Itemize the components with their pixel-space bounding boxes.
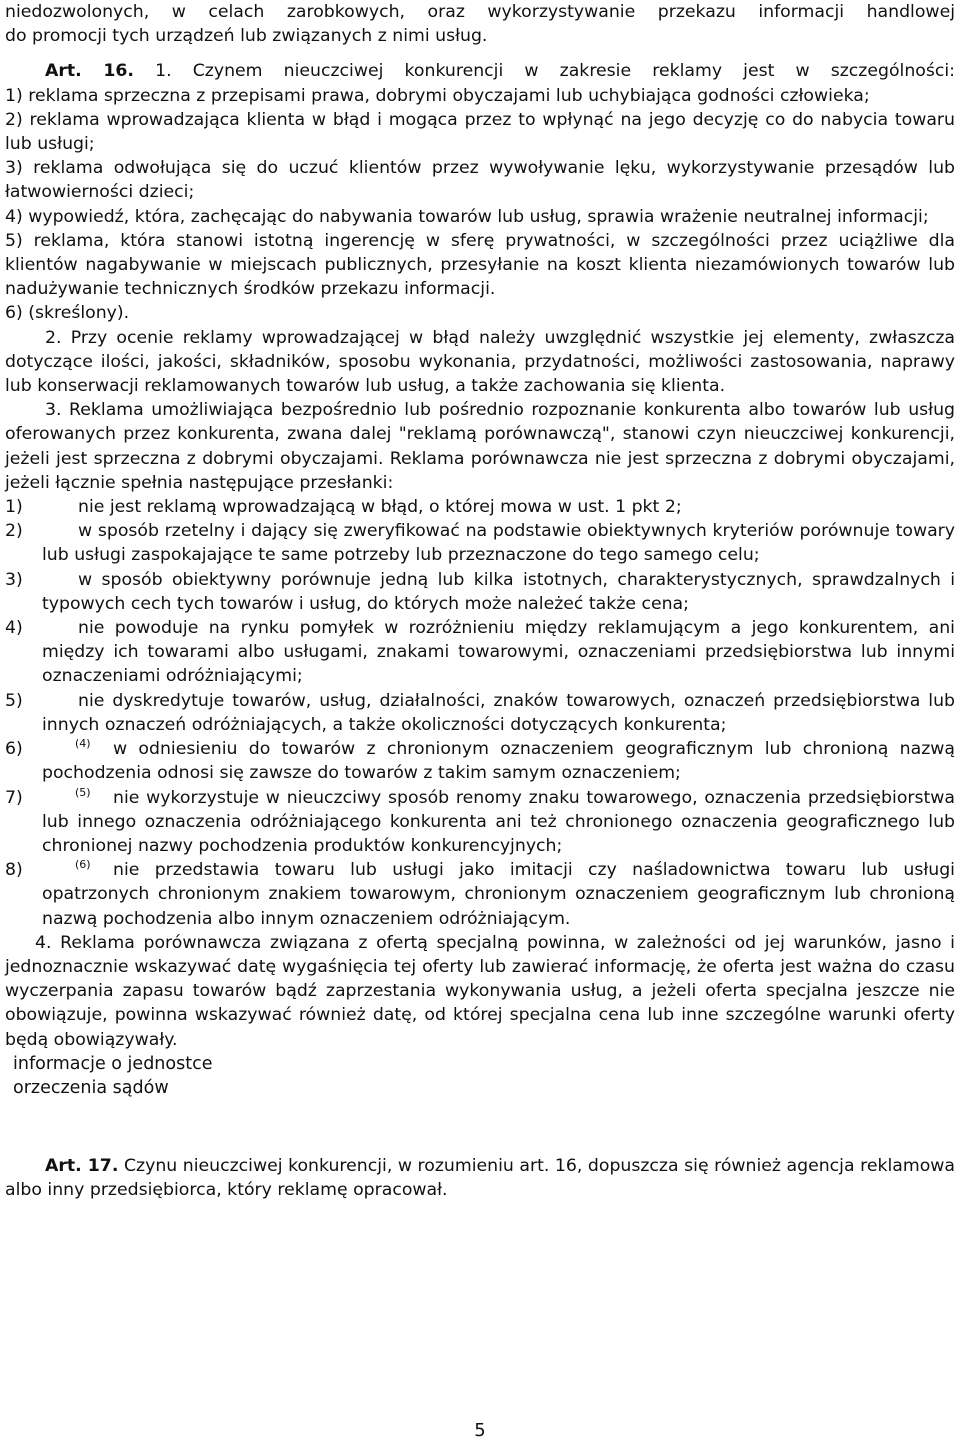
item-text: nie wykorzystuje w nieuczciwy sposób renomy znaku towarowego, oznaczenia przedsiębiorstwa lub innego oznaczenia odróżniającego konkurenta ani też chronionego oznaczenia geograficznego lub chronionej nazwy pochodzenia produktów konkurencyjnych; bbox=[42, 787, 955, 856]
list-item: 5) reklama, która stanowi istotną ingerencję w sferę prywatności, w szczególności przez uciążliwe dla klientów nagabywanie w miejscach publicznych, przesyłanie na koszt klienta niezamówionych towarów lub nadużywanie technicznych środków przekazu informacji. bbox=[5, 230, 955, 300]
list-item: 6) (skreślony). bbox=[5, 303, 130, 324]
item-number: 7) bbox=[5, 787, 23, 808]
art16-list-3 bbox=[5, 495, 955, 931]
item-text: nie dyskredytuje towarów, usług, działalności, znaków towarowych, oznaczeń przedsiębiorstwa lub innych oznaczeń odróżniających, a także okoliczności dotyczących konkurenta; bbox=[42, 690, 955, 735]
item-number: 4) bbox=[5, 618, 23, 639]
art16-paragraph-3: 3. Reklama umożliwiająca bezpośrednio lub pośrednio rozpoznanie konkurenta albo towarów lub usług oferowanych przez konkurenta, zwana dalej "reklamą porównawczą", stanowi czyn nieuczciwej konkurencji, jeżeli jest sprzeczna z dobrymi obyczajami. Reklama porównawcza nie jest sprzeczna z dobrymi obyczajami, jeżeli łącznie spełnia następujące przesłanki: bbox=[5, 400, 955, 493]
art16-p1-text: Czynem nieuczciwej konkurencji w zakresie reklamy jest w szczególności: bbox=[192, 61, 956, 82]
list-item bbox=[5, 495, 955, 519]
list-item bbox=[5, 568, 955, 616]
item-number: 3) bbox=[5, 569, 23, 590]
list-item: 7) (5) nie wykorzystuje w nieuczciwy sposób renomy znaku towarowego, oznaczenia przedsiębiorstwa lub innego oznaczenia odróżniającego konkurenta ani też chronionego oznaczenia geograficznego lub chronionej nazwy pochodzenia produktów konkurencyjnych; bbox=[5, 785, 955, 856]
spacer bbox=[5, 1100, 955, 1154]
spacer bbox=[5, 48, 955, 59]
list-item bbox=[5, 616, 955, 689]
list-item: 2) reklama wprowadzająca klienta w błąd i mogąca przez to wpłynąć na jego decyzję co do nabycia towaru lub usługi; bbox=[5, 109, 955, 155]
link-court-rulings[interactable]: orzeczenia sądów bbox=[13, 1077, 169, 1098]
art16-list-1 bbox=[5, 84, 955, 326]
list-item bbox=[5, 689, 955, 737]
art17-heading: Art. 17. bbox=[45, 1156, 119, 1177]
document-page bbox=[5, 0, 955, 1203]
link-info-about-unit[interactable]: informacje o jednostce bbox=[13, 1053, 213, 1074]
art16-paragraph-2: 2. Przy ocenie reklamy wprowadzającej w błąd należy uwzględnić wszystkie jej elementy, zwłaszcza dotyczące ilości, jakości, składników, sposobu wykonania, przydatności, możliwości zastosowania, naprawy lub konserwacji reklamowanych towarów lub usług, a także zachowania się klienta. bbox=[5, 327, 955, 397]
art16-paragraph-4: 4. Reklama porównawcza związana z ofertą specjalną powinna, w zależności od jej warunków, jasno i jednoznacznie wskazywać datę wygaśnięcia tej oferty lub zawierać informację, że oferta jest ważna do czasu wyczerpania zapasu towarów bądź zaprzestania wykonywania usług, a jeżeli oferta specjalna jeszcze nie obowiązuje, powinna wskazywać również datę, od której specjalna cena lub inne szczególne warunki oferty będą obowiązywały. bbox=[5, 932, 955, 1050]
list-item: 6) (4) w odniesieniu do towarów z chronionym oznaczeniem geograficznym lub chronioną nazwą pochodzenia odnosi się zawsze do towarów z takim samym oznaczeniem; bbox=[5, 737, 955, 784]
item-text: nie przedstawia towaru lub usługi jako imitacji czy naśladownictwa towaru lub usługi opatrzonych chronionym znakiem towarowym, chronionym oznaczeniem geograficznym lub chronioną nazwą pochodzenia albo innym oznaczeniem odróżniającym. bbox=[42, 860, 955, 929]
list-item bbox=[5, 519, 955, 567]
top-line-2: do promocji tych urządzeń lub związanych z nimi usług. bbox=[5, 26, 488, 47]
item-number: 1) bbox=[5, 497, 23, 518]
art17-paragraph bbox=[5, 1154, 955, 1202]
item-text: w odniesieniu do towarów z chronionym oznaczeniem geograficznym lub chronioną nazwą pochodzenia odnosi się zawsze do towarów z takim samym oznaczeniem; bbox=[42, 739, 955, 784]
item-text: w sposób rzetelny i dający się zweryfikować na podstawie obiektywnych kryteriów porównuje towary lub usługi zaspokajające te same potrzeby lub przeznaczone do tego samego celu; bbox=[42, 521, 955, 566]
list-item: 1) reklama sprzeczna z przepisami prawa, dobrymi obyczajami lub uchybiająca godności człowieka; bbox=[5, 85, 870, 106]
list-item: 8) (6) nie przedstawia towaru lub usługi jako imitacji czy naśladownictwa towaru lub usługi opatrzonych chronionym znakiem towarowym, chronionym oznaczeniem geograficznym lub chronioną nazwą pochodzenia albo innym oznaczeniem odróżniającym. bbox=[5, 858, 955, 929]
item-number: 6) bbox=[5, 739, 23, 760]
list-item: 3) reklama odwołująca się do uczuć klientów przez wywoływanie lęku, wykorzystywanie przesądów lub łatwowierności dzieci; bbox=[5, 158, 955, 203]
list-item: 4) wypowiedź, która, zachęcając do nabywania towarów lub usług, sprawia wrażenie neutralnej informacji; bbox=[5, 206, 929, 227]
page-number: 5 bbox=[474, 1420, 486, 1441]
art16-p1-number: 1. bbox=[155, 61, 172, 82]
item-number: 2) bbox=[5, 521, 23, 542]
item-text: nie jest reklamą wprowadzającą w błąd, o której mowa w ust. 1 pkt 2; bbox=[78, 497, 682, 518]
item-text: w sposób obiektywny porównuje jedną lub kilka istotnych, charakterystycznych, sprawdzalnych i typowych cech tych towarów i usług, do których może należeć także cena; bbox=[42, 569, 955, 614]
item-number: 5) bbox=[5, 690, 23, 711]
art16-heading: Art. 16. bbox=[45, 61, 134, 82]
art16-paragraph-1 bbox=[5, 59, 955, 83]
top-line-1: niedozwolonych, w celach zarobkowych, oraz wykorzystywanie przekazu informacji handlowej bbox=[5, 2, 955, 22]
item-text: nie powoduje na rynku pomyłek w rozróżnieniu między reklamującym a jego konkurentem, ani między ich towarami albo usługami, znakami towarowymi, oznaczeniami przedsiębiorstwa lub innymi oznaczeniami odróżniającymi; bbox=[42, 618, 955, 687]
art17-text: Czynu nieuczciwej konkurencji, w rozumieniu art. 16, dopuszcza się również agencja reklamowa albo inny przedsiębiorca, który reklamę opracował. bbox=[5, 1156, 955, 1201]
item-number: 8) bbox=[5, 860, 23, 881]
